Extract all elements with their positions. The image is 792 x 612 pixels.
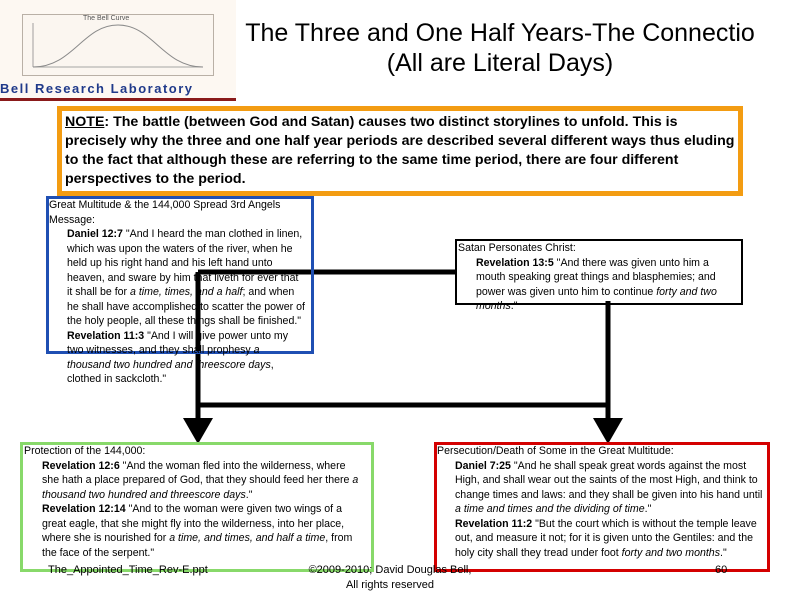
bell-curve-title: The Bell Curve: [83, 15, 130, 22]
note-text: : The battle (between God and Satan) causes two distinct storylines to unfold. This is precisely why the three and one half year periods are described several different ways thus eluding to the fact that although these are referring to the same time period, there are four different perspectives to the period.: [65, 114, 735, 187]
title-line-2: (All are Literal Days): [386, 49, 614, 77]
title-line-1: The Three and One Half Years-The Connectio: [245, 19, 755, 47]
verse-revelation-11-3: Revelation 11:3 "And I will give power unto my two witnesses, and they shall prophesy a thousand two hundred and threescore days, clothed in sackcloth.": [67, 329, 289, 385]
box-satan-personates: [458, 241, 738, 314]
box-heading: Protection of the 144,000:: [24, 445, 146, 457]
verse-revelation-12-6: Revelation 12:6 "And the woman fled into the wilderness, where she hath a place prepared of God, that they should feed her there a thousand two hundred and threescore days.": [42, 459, 359, 501]
verse-revelation-12-14: Revelation 12:14 "And to the woman were given two wings of a great eagle, that she might fly into the wilderness, into her place, where she is nourished for a time, and times, and half a time, from the face of the serpent.": [42, 503, 353, 559]
box-persecution: [437, 444, 763, 560]
page-number: 60: [715, 564, 728, 576]
box-heading: Great Multitude & the 144,000 Spread 3rd Angels Message:: [49, 199, 281, 226]
box-protection-144000: [24, 444, 364, 560]
box-heading: Satan Personates Christ:: [458, 242, 576, 254]
arrow-down-left-icon: [183, 418, 213, 444]
arrow-down-right-icon: [593, 418, 623, 444]
note-label: NOTE: [65, 114, 105, 130]
verse-daniel-12-7: Daniel 12:7 "And I heard the man clothed in linen, which was upon the waters of the river, when he held up his right hand and his left hand unto heaven, and sware by him that liveth for ever that it shall be for a time, times, and a half; and when he shall have accomplished to scatter the power of the holy people, all these things shall be finished.": [67, 228, 305, 327]
verse-revelation-13-5: Revelation 13:5 "And there was given unto him a mouth speaking great things and blasphemies; and power was given unto him to continue forty and two months.": [476, 256, 717, 312]
box-great-multitude: [49, 198, 305, 387]
brand-name: Bell Research Laboratory: [0, 81, 194, 96]
verse-revelation-11-2: Revelation 11:2 "But the court which is without the temple leave out, and measure it not; for it is given unto the Gentiles: and the holy city shall they tread under foot forty and two months.": [455, 517, 757, 559]
box-heading: Persecution/Death of Some in the Great Multitude:: [437, 445, 674, 457]
footer-copyright: ©2009-2010; David Douglas Bell, All rights reserved: [308, 564, 472, 591]
footer-filename: The_Appointed_Time_Rev-E.ppt: [48, 564, 208, 576]
verse-daniel-7-25: Daniel 7:25 "And he shall speak great words against the most High, and shall wear out the saints of the most High, and think to change times and laws: and they shall be given into his hand until a time and times and the dividing of time.": [455, 459, 763, 515]
